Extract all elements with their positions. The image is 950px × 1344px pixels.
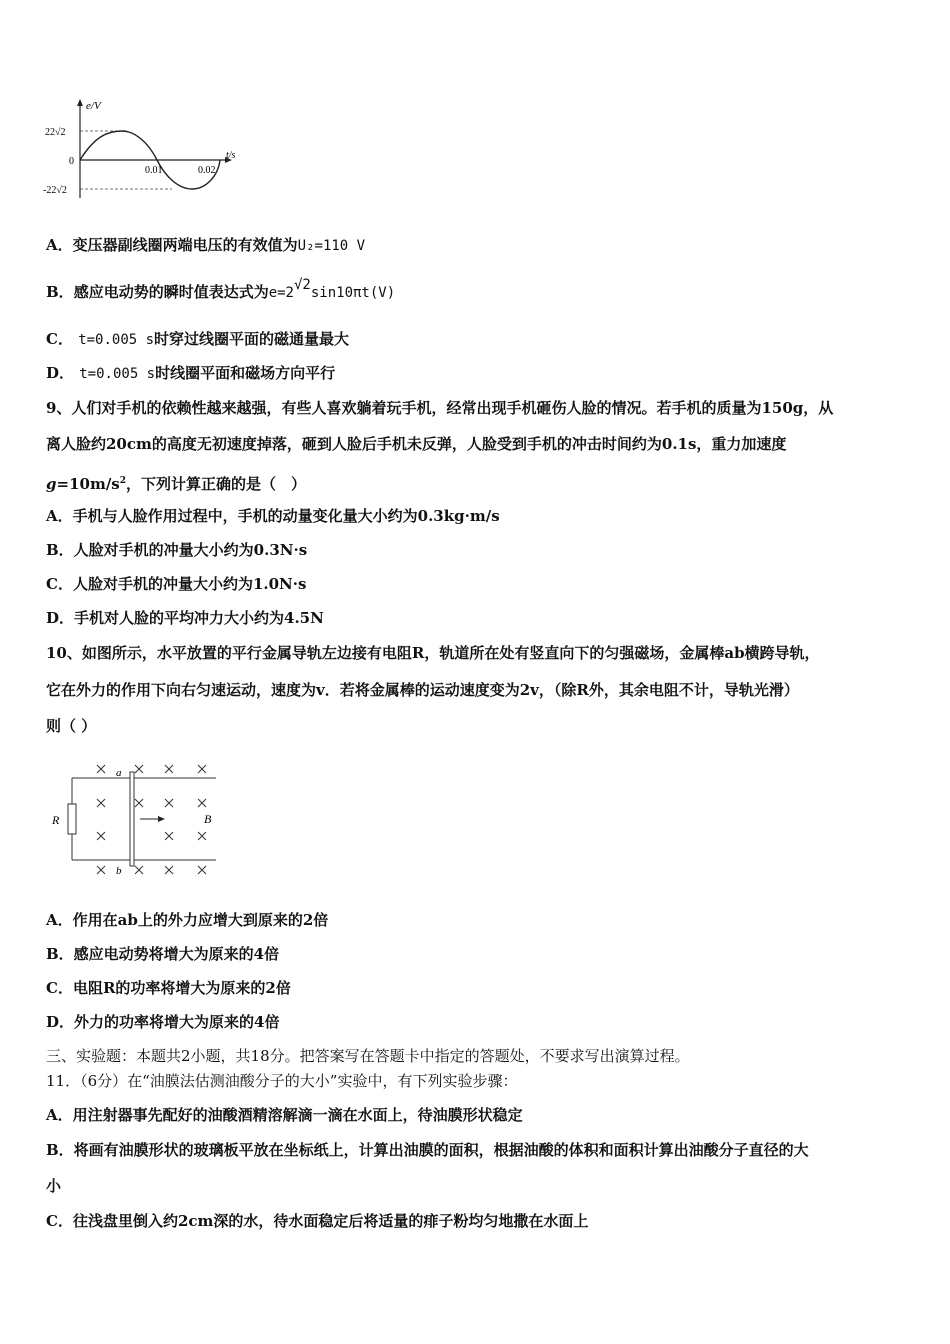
y-max-label: 22√2 bbox=[45, 127, 66, 138]
velocity-arrow bbox=[158, 816, 165, 822]
y-axis-label: e/V bbox=[86, 100, 101, 112]
x-tick-001: 0.01 bbox=[145, 165, 163, 176]
resistor-label: R bbox=[52, 813, 60, 827]
q10-stem-line-2: 它在外力的作用下向右匀速运动，速度为v．若将金属棒的运动速度变为2v，（除R外，其余电阻不计，导轨光滑） bbox=[46, 681, 799, 699]
q8-option-d: D． t=0.005 s时线圈平面和磁场方向平行 bbox=[46, 364, 336, 382]
q10-stem-line-1: 10、如图所示，水平放置的平行金属导轨左边接有电阻R，轨道所在处有竖直向下的匀强磁场，金属棒ab横跨导轨， bbox=[46, 644, 820, 662]
q9-option-b: B．人脸对手机的冲量大小约为0.3N·s bbox=[46, 541, 308, 559]
section-3-heading: 三、实验题：本题共2小题，共18分。把答案写在答题卡中指定的答题处，不要求写出演算过程。 bbox=[46, 1047, 690, 1065]
x-tick-002: 0.02 bbox=[198, 165, 216, 176]
q9-stem-line-1: 9、人们对手机的依赖性越来越强，有些人喜欢躺着玩手机，经常出现手机砸伤人脸的情况。若手机的质量为150g，从 bbox=[46, 399, 834, 417]
q9-stem-line-3: $g=10m/s^2$，下列计算正确的是（ ） bbox=[46, 475, 307, 493]
metal-rod-ab bbox=[130, 772, 134, 866]
q9-stem-line-2: 离人脸约20cm的高度无初速度掉落，砸到人脸后手机未反弹，人脸受到手机的冲击时间约为0.1s，重力加速度 bbox=[46, 435, 787, 453]
rod-label-a: a bbox=[116, 767, 122, 779]
x-axis-label: t/s bbox=[226, 150, 236, 161]
q11-step-a: A．用注射器事先配好的油酸酒精溶解滴一滴在水面上，待油膜形状稳定 bbox=[46, 1106, 523, 1124]
q11-step-c: C．往浅盘里倒入约2cm深的水，待水面稳定后将适量的痱子粉均匀地撒在水面上 bbox=[46, 1212, 589, 1230]
y-min-label: -22√2 bbox=[43, 185, 67, 196]
q8-option-b: B．感应电动势的瞬时值表达式为e=2√2sin10πt(V) bbox=[46, 277, 396, 301]
q9-option-c: C．人脸对手机的冲量大小约为1.0N·s bbox=[46, 575, 307, 593]
emf-graph-figure bbox=[40, 96, 250, 206]
origin-label: 0 bbox=[69, 156, 74, 167]
q10-option-d: D．外力的功率将增大为原来的4倍 bbox=[46, 1013, 280, 1031]
q9-option-a: A．手机与人脸作用过程中，手机的动量变化量大小约为0.3kg·m/s bbox=[46, 507, 500, 525]
q11-step-b-line-1: B．将画有油膜形状的玻璃板平放在坐标纸上，计算出油膜的面积，根据油酸的体积和面积计算出油酸分子直径的大 bbox=[46, 1141, 809, 1159]
q11-stem: 11．（6分）在“油膜法估测油酸分子的大小”实验中，有下列实验步骤： bbox=[46, 1072, 518, 1090]
q10-option-a: A．作用在ab上的外力应增大到原来的2倍 bbox=[46, 911, 329, 929]
rail-circuit-figure bbox=[44, 758, 224, 886]
q11-step-b-line-2: 小 bbox=[46, 1177, 62, 1195]
field-label-b: B bbox=[204, 812, 212, 826]
q10-option-b: B．感应电动势将增大为原来的4倍 bbox=[46, 945, 280, 963]
q8-option-a: A．变压器副线圈两端电压的有效值为U₂=110 V bbox=[46, 236, 366, 254]
rod-label-b: b bbox=[116, 865, 122, 877]
q9-option-d: D．手机对人脸的平均冲力大小约为4.5N bbox=[46, 609, 324, 627]
q8-option-c: C． t=0.005 s时穿过线圈平面的磁通量最大 bbox=[46, 330, 350, 348]
q10-option-c: C．电阻R的功率将增大为原来的2倍 bbox=[46, 979, 291, 997]
resistor bbox=[68, 804, 76, 834]
q10-stem-line-3: 则（ ） bbox=[46, 717, 97, 735]
